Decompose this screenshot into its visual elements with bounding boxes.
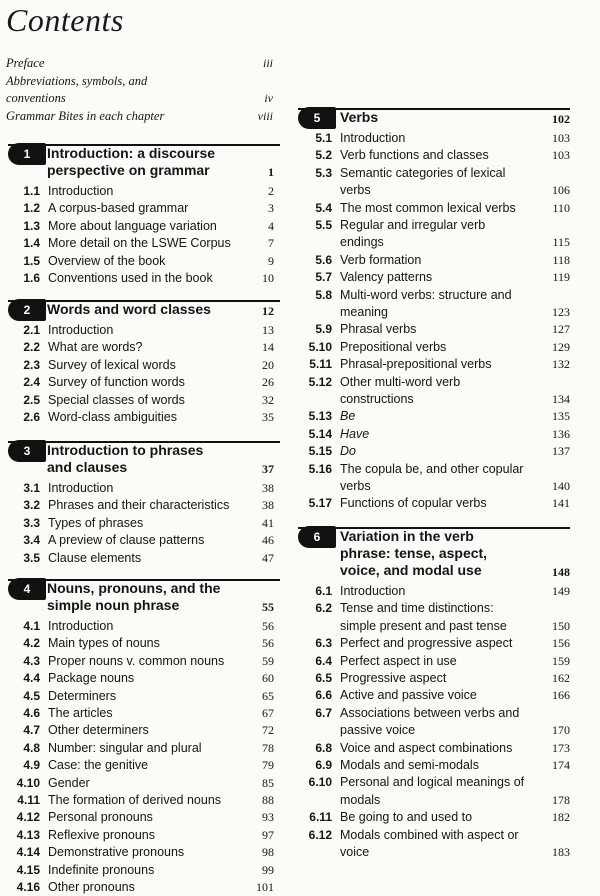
chapter-title-line: Words and word classes [47,301,211,317]
page-number: 103 [552,148,570,163]
section-entry[interactable] [298,286,594,319]
section-number: 2.2 [23,340,40,355]
section-entry[interactable] [298,652,594,670]
section-title: Phrasal verbs [340,322,417,337]
page-number: 156 [552,636,570,651]
section-title: Progressive aspect [340,671,447,685]
section-title: A preview of clause patterns [48,533,205,548]
chapter-page-number: 102 [552,112,570,126]
section-title: Special classes of words [48,392,185,407]
section-title: verbs [340,183,371,198]
section-number: 5.9 [315,322,332,337]
chapter-page-number: 37 [262,462,274,476]
section-number: 6.2 [315,601,332,616]
section-number: 4.8 [23,740,40,755]
section-entry[interactable] [298,199,594,217]
section-entry[interactable] [298,773,594,807]
front-matter-title: Abbreviations, symbols, and [6,74,148,88]
section-number: 6.11 [309,810,332,825]
page-number: 78 [262,740,274,755]
page-number: 20 [262,357,274,372]
page-number: 129 [552,339,570,354]
chapter-title[interactable] [47,580,220,614]
section-number: 3.3 [23,515,40,530]
chapter-title-line: Introduction: a discourse [47,145,216,161]
section-title: Introduction [48,323,114,337]
section-title: passive voice [340,723,416,738]
section-entry[interactable] [0,669,285,687]
section-title: Introduction [340,584,406,598]
page-number: 119 [552,270,570,285]
section-entry[interactable] [298,494,594,512]
section-number: 4.1 [23,619,40,633]
section-title: Types of phrases [48,515,144,530]
section-number: 6.1 [315,584,332,598]
page-number: 3 [268,201,274,216]
section-title: Regular and irregular verb [340,218,486,232]
section-entry[interactable] [0,338,285,356]
section-title: endings [340,235,384,250]
section-entry[interactable] [0,687,285,705]
page-number: 67 [262,706,274,720]
chapter-number-badge: 3 [8,440,46,462]
section-number: 5.10 [308,339,332,354]
page-number: viii [257,109,273,123]
section-title: Phrasal-prepositional verbs [340,357,492,372]
section-title: Reflexive pronouns [48,827,156,842]
section-title: Voice and aspect combinations [340,740,513,755]
chapter-page-number: 148 [552,565,570,579]
chapter-title-line: phrase: tense, aspect, [340,545,488,561]
page-number: 88 [262,793,274,807]
page-number: 85 [262,775,274,790]
section-number: 6.9 [315,758,332,772]
section-entry[interactable] [298,599,594,633]
section-number: 4.13 [16,827,40,842]
page-number: 182 [552,810,570,825]
section-number: 5.13 [308,409,332,424]
section-entry[interactable] [0,704,285,722]
section-number: 4.14 [16,845,40,860]
section-title: Proper nouns v. common nouns [48,653,225,668]
section-entry[interactable] [298,808,594,826]
section-number: 5.16 [308,461,332,476]
page-number: 2 [268,184,274,198]
front-matter-title: Grammar Bites in each chapter [6,109,165,123]
section-entry[interactable] [0,496,285,514]
page-number: 13 [262,323,274,337]
section-title: Other multi-word verb [340,374,461,389]
section-title: Overview of the book [48,253,166,268]
section-entry[interactable] [0,408,285,426]
section-entry[interactable] [298,739,594,757]
chapter-title[interactable] [47,442,203,476]
section-number: 2.6 [23,410,40,424]
section-entry[interactable] [298,756,594,774]
page-number: 10 [262,271,274,285]
section-entry[interactable] [0,634,285,652]
chapter-number-badge: 1 [8,143,46,165]
chapter-title[interactable] [340,528,487,579]
section-entry[interactable] [298,704,594,738]
section-number: 1.5 [23,253,40,268]
section-title: modals [340,792,381,807]
section-title: The copula be, and other copular [340,461,524,476]
section-number: 4.6 [23,706,40,720]
section-entry[interactable] [0,826,285,844]
page-number: 132 [552,357,570,372]
page-number: 38 [262,481,274,495]
page-number: 56 [262,636,274,651]
page-number: 159 [552,653,570,668]
page-number: 183 [552,844,570,859]
section-number: 4.4 [23,671,40,686]
page-number: iv [264,91,273,105]
section-number: 5.4 [315,200,332,215]
section-entry[interactable] [298,442,594,460]
page-number: 38 [262,498,274,513]
page-number: 101 [256,880,274,894]
section-number: 4.12 [16,810,40,825]
page-number: 14 [262,340,274,355]
section-title: Associations between verbs and [340,705,520,720]
page-number: 115 [552,235,570,250]
section-number: 3.5 [23,550,40,565]
section-title: Be [340,409,356,424]
page-number: 178 [552,792,570,807]
section-number: 6.6 [315,688,332,703]
section-title: Semantic categories of lexical [340,165,506,180]
page-number: 79 [262,758,274,773]
section-number: 4.9 [23,758,40,773]
section-number: 5.15 [308,444,332,459]
section-title: The articles [48,706,113,720]
page-number: 173 [552,740,570,755]
section-title: More detail on the LSWE Corpus [48,236,231,251]
section-entry[interactable] [298,129,594,147]
chapter-rule [298,108,570,110]
page-number: 162 [552,671,570,685]
section-number: 5.8 [315,287,332,302]
chapter-page-number: 1 [268,165,274,179]
page-number: 118 [552,252,570,267]
section-title: Word-class ambiguities [48,410,177,424]
section-entry[interactable] [0,479,285,497]
section-number: 5.1 [315,131,332,145]
page-number: 72 [262,723,274,738]
section-number: 3.1 [23,481,40,495]
section-title: Survey of function words [48,375,185,390]
chapter-title-line: Introduction to phrases [47,442,204,458]
section-title: The formation of derived nouns [48,793,222,807]
section-entry[interactable] [298,407,594,425]
chapter-number-badge: 6 [298,526,336,548]
section-number: 5.11 [309,357,332,372]
section-entry[interactable] [0,373,285,391]
page-number: 26 [262,375,274,390]
section-title: Perfect and progressive aspect [340,636,513,651]
section-title: constructions [340,391,414,406]
section-entry[interactable] [298,686,594,704]
chapter-title-line: Variation in the verb [340,528,474,544]
section-entry[interactable] [0,356,285,374]
section-title: Prepositional verbs [340,339,447,354]
section-number: 4.16 [16,880,40,894]
section-number: 1.1 [23,184,40,198]
section-number: 3.2 [23,498,40,513]
section-title: Introduction [48,619,114,633]
page-number: 41 [262,515,274,530]
section-title: Introduction [48,481,114,495]
section-number: 4.10 [16,775,40,790]
page-number: 7 [268,236,274,251]
page-number: 32 [262,392,274,407]
section-entry[interactable] [0,861,285,879]
section-entry[interactable] [298,338,594,356]
section-number: 2.3 [23,357,40,372]
section-title: Indefinite pronouns [48,862,155,877]
section-title: Multi-word verbs: structure and [340,287,512,302]
section-title: voice [340,844,370,859]
page-number: 123 [552,304,570,319]
chapter-number-badge: 2 [8,299,46,321]
section-title: Gender [48,775,90,790]
section-title: Phrases and their characteristics [48,498,230,513]
page-number: 35 [262,410,274,424]
section-number: 5.3 [315,165,332,180]
section-title: Personal and logical meanings of [340,775,525,790]
section-entry[interactable] [0,199,285,217]
section-title: verbs [340,478,371,493]
section-title: Other determiners [48,723,149,738]
section-title: simple present and past tense [340,618,507,633]
page-number: 97 [262,827,274,842]
section-entry[interactable] [298,216,594,250]
page-number: 9 [268,253,274,268]
section-entry[interactable] [0,878,285,896]
section-title: Be going to and used to [340,810,473,825]
page-number: 166 [552,688,570,703]
page-number: 98 [262,845,274,860]
section-title: Personal pronouns [48,810,153,825]
section-entry[interactable] [0,652,285,670]
section-entry[interactable] [0,234,285,252]
section-entry[interactable] [0,252,285,270]
section-title: Tense and time distinctions: [340,601,494,616]
chapter-page-number: 12 [262,304,274,318]
chapter-title-line: perspective on grammar [47,162,210,178]
page-number: 174 [552,758,570,772]
section-title: What are words? [48,340,143,355]
section-title: Package nouns [48,671,135,686]
front-matter-title: conventions [6,91,66,105]
section-number: 4.3 [23,653,40,668]
section-title: More about language variation [48,218,217,233]
page-number: 47 [262,550,274,565]
section-title: Survey of lexical words [48,357,176,372]
section-entry[interactable] [0,791,285,809]
section-entry[interactable] [298,634,594,652]
front-matter-title: Preface [6,56,45,70]
section-title: Verb functions and classes [340,148,489,163]
page-number: 59 [262,653,274,668]
page-number: 60 [262,671,274,686]
section-number: 4.15 [16,862,40,877]
section-entry[interactable] [298,164,594,198]
section-title: Do [340,444,356,459]
section-entry[interactable] [298,355,594,373]
chapter-title[interactable] [47,145,215,179]
section-number: 6.10 [308,775,332,790]
section-title: Verb formation [340,252,422,267]
section-number: 1.3 [23,218,40,233]
section-entry[interactable] [0,721,285,739]
section-number: 6.5 [315,671,332,685]
section-number: 1.4 [23,236,40,251]
page-number: 106 [552,183,570,198]
chapter-page-number: 55 [262,600,274,614]
section-title: meaning [340,304,388,319]
page-number: 65 [262,688,274,703]
section-number: 5.14 [308,426,332,441]
section-number: 6.8 [315,740,332,755]
chapter-title-line: simple noun phrase [47,597,180,613]
page-number: 135 [552,409,570,424]
section-title: Determiners [48,688,117,703]
page-number: 93 [262,810,274,825]
section-number: 4.7 [23,723,40,738]
section-number: 5.6 [315,252,332,267]
section-number: 5.2 [315,148,332,163]
section-title: Introduction [48,184,114,198]
section-entry[interactable] [0,321,285,339]
chapter-title[interactable] [340,109,378,126]
section-entry[interactable] [298,268,594,286]
section-entry[interactable] [298,251,594,269]
page-number: 46 [262,533,274,548]
section-entry[interactable] [0,774,285,792]
section-title: Valency patterns [340,270,433,285]
page-number: 137 [552,444,570,459]
section-number: 6.4 [315,653,332,668]
section-entry[interactable] [298,582,594,600]
section-title: Perfect aspect in use [340,653,457,668]
section-title: Modals and semi-modals [340,758,479,772]
section-title: Introduction [340,131,406,145]
section-entry[interactable] [298,460,594,493]
page-number: 170 [552,723,570,738]
section-entry[interactable] [298,320,594,338]
section-entry[interactable] [0,739,285,757]
section-title: A corpus-based grammar [48,201,189,216]
page-number: 127 [552,322,570,337]
section-title: Demonstrative pronouns [48,845,185,860]
section-title: Functions of copular verbs [340,496,487,511]
section-entry[interactable] [298,373,594,406]
page-number: 99 [262,862,274,877]
section-entry[interactable] [0,756,285,774]
section-title: Have [340,426,370,441]
section-number: 3.4 [23,533,40,548]
section-number: 5.5 [315,218,332,232]
chapter-title-line: and clauses [47,459,128,475]
section-number: 2.1 [23,323,40,337]
page-number: 136 [552,426,570,441]
section-entry[interactable] [0,843,285,861]
chapter-title-line: Verbs [340,109,379,125]
section-number: 6.12 [308,827,332,842]
section-title: Active and passive voice [340,688,477,703]
page-number: 141 [552,496,570,511]
section-entry[interactable] [0,182,285,200]
page-number: 4 [268,218,274,233]
section-entry[interactable] [298,425,594,443]
section-title: The most common lexical verbs [340,200,516,215]
page-title: Contents [6,2,124,38]
section-number: 6.3 [315,636,332,651]
section-number: 6.7 [315,705,332,720]
page-number: 134 [552,391,570,406]
page-number: 56 [262,619,274,633]
section-number: 1.6 [23,271,40,285]
section-number: 2.5 [23,392,40,407]
section-entry[interactable] [0,514,285,532]
section-title: Modals combined with aspect or [340,827,519,842]
chapter-title-line: voice, and modal use [340,562,482,578]
section-entry[interactable] [0,531,285,549]
section-entry[interactable] [0,269,285,287]
chapter-title[interactable] [47,301,211,318]
section-number: 4.5 [23,688,40,703]
page-number: 140 [552,478,570,493]
section-entry[interactable] [298,146,594,164]
page-number: 149 [552,584,570,598]
section-title: Number: singular and plural [48,740,202,755]
section-number: 2.4 [23,375,40,390]
page-number: iii [262,56,273,70]
chapter-number-badge: 4 [8,578,46,600]
page-number: 150 [552,618,570,633]
section-entry[interactable] [298,669,594,687]
section-title: Clause elements [48,550,142,565]
section-number: 5.17 [308,496,332,511]
section-title: Other pronouns [48,880,135,894]
section-entry[interactable] [0,808,285,826]
section-entry[interactable] [0,617,285,635]
section-title: Case: the genitive [48,758,149,773]
section-entry[interactable] [0,391,285,409]
section-title: Conventions used in the book [48,271,213,285]
chapter-title-line: Nouns, pronouns, and the [47,580,221,596]
section-title: Main types of nouns [48,636,160,651]
section-number: 5.7 [315,270,332,285]
section-entry[interactable] [0,549,285,567]
section-number: 5.12 [308,374,332,389]
chapter-number-badge: 5 [298,107,336,129]
section-entry[interactable] [298,826,594,859]
section-number: 4.11 [17,793,40,807]
section-number: 1.2 [23,201,40,216]
page-number: 103 [552,131,570,145]
page-number: 110 [552,200,570,215]
section-number: 4.2 [23,636,40,651]
section-entry[interactable] [0,217,285,235]
